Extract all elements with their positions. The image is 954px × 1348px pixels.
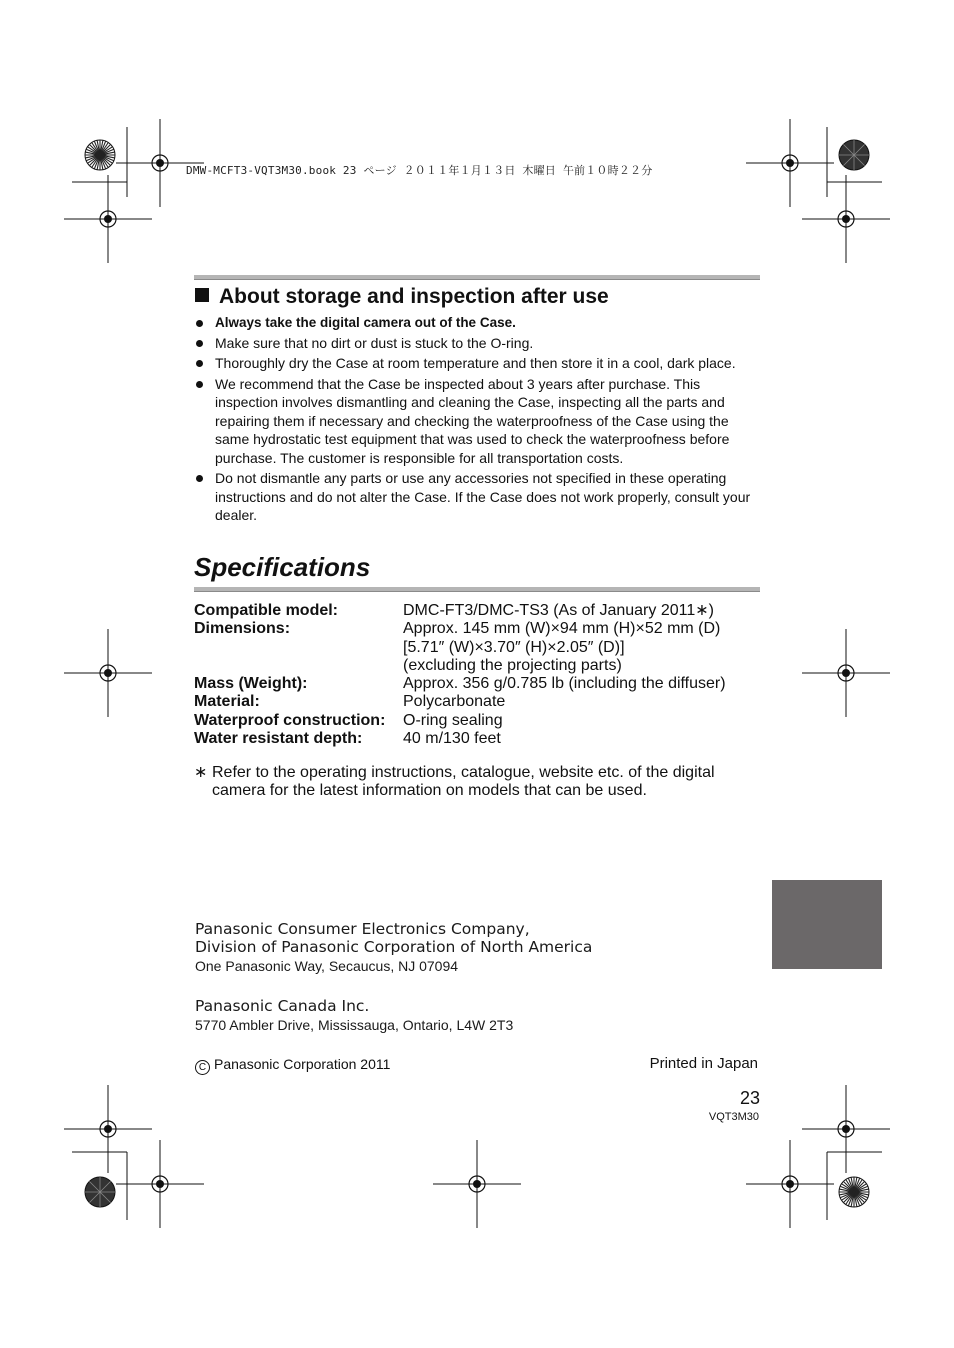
company-info bbox=[195, 920, 592, 1034]
specifications-footnote: ∗ Refer to the operating instructions, catalogue, website etc. of the digital camera for the latest information on models that can be used. bbox=[194, 764, 715, 800]
spec-value: Polycarbonate bbox=[403, 693, 506, 711]
spec-value: O-ring sealing bbox=[403, 711, 503, 729]
bullet-icon bbox=[196, 381, 203, 388]
spec-label: Dimensions: bbox=[194, 620, 291, 638]
bullet-icon bbox=[196, 320, 203, 327]
spec-value: 40 m/130 feet bbox=[403, 730, 501, 748]
printed-in: Printed in Japan bbox=[649, 1055, 758, 1072]
specifications-table bbox=[194, 602, 726, 748]
storage-bullet-list bbox=[195, 314, 763, 527]
storage-section-title bbox=[195, 285, 609, 309]
spec-label: Water resistant depth: bbox=[194, 730, 363, 748]
spec-label: Waterproof construction: bbox=[194, 711, 386, 729]
spec-label: Material: bbox=[194, 693, 260, 711]
list-item: Do not dismantle any parts or use any accessories not specified in these operating instructions and do not alter the Case. If the Case does not work properly, consult your dealer. bbox=[195, 469, 763, 525]
specifications-rule bbox=[194, 587, 760, 592]
canada-company-name: Panasonic Canada Inc. bbox=[195, 997, 370, 1016]
list-item: Always take the digital camera out of the Case. bbox=[195, 314, 763, 333]
specifications-title: Specifications bbox=[194, 552, 371, 582]
spec-value: Approx. 356 g/0.785 lb (including the diffuser) bbox=[403, 675, 726, 693]
table-row bbox=[194, 730, 726, 748]
us-company-line1: Panasonic Consumer Electronics Company, bbox=[195, 920, 530, 938]
bullet-icon bbox=[196, 340, 203, 347]
table-row bbox=[194, 620, 726, 675]
list-item: Make sure that no dirt or dust is stuck to the O-ring. bbox=[195, 334, 763, 353]
canada-address: 5770 Ambler Drive, Mississauga, Ontario, L4W 2T3 bbox=[195, 1016, 514, 1033]
asterisk-icon: ∗ bbox=[194, 764, 208, 781]
list-item: We recommend that the Case be inspected about 3 years after purchase. This inspection involves dismantling and cleaning the Case, inspecting all the parts and repairing them if necessary and checking the waterproofness of the Case using the same hydrostatic test equipment that was used to check the waterproofness before purchase. The customer is responsible for all transportation costs. bbox=[195, 375, 763, 468]
spec-value: Approx. 145 mm (W)×94 mm (H)×52 mm (D) [5.71″ (W)×3.70″ (H)×2.05″ (D)] (excluding the projecting parts) bbox=[403, 620, 721, 674]
table-row bbox=[194, 693, 726, 711]
spec-value: DMC-FT3/DMC-TS3 (As of January 2011∗) bbox=[403, 602, 714, 619]
section-tab-block bbox=[772, 880, 882, 969]
table-row bbox=[194, 712, 726, 730]
header-slug: DMW-MCFT3-VQT3M30.book 23 ページ ２０１１年１月１３日 木曜日 午前１０時２２分 bbox=[186, 164, 653, 177]
us-address: One Panasonic Way, Secaucus, NJ 07094 bbox=[195, 957, 459, 974]
copyright-icon: C bbox=[195, 1060, 210, 1075]
bullet-icon bbox=[196, 360, 203, 367]
page-number: 23 bbox=[739, 1088, 760, 1108]
black-square-icon bbox=[195, 288, 209, 302]
table-row bbox=[194, 675, 726, 693]
list-item: Thoroughly dry the Case at room temperature and then store it in a cool, dark place. bbox=[195, 354, 763, 373]
spec-label: Mass (Weight): bbox=[194, 675, 308, 693]
spec-label: Compatible model: bbox=[194, 602, 339, 619]
document-code: VQT3M30 bbox=[708, 1111, 759, 1123]
storage-title-text: About storage and inspection after use bbox=[219, 285, 609, 308]
section-top-rule bbox=[194, 275, 760, 280]
bullet-icon bbox=[196, 475, 203, 482]
table-row bbox=[194, 602, 726, 620]
us-company-line2: Division of Panasonic Corporation of North America bbox=[195, 938, 593, 957]
copyright: C Panasonic Corporation 2011 bbox=[195, 1056, 390, 1075]
